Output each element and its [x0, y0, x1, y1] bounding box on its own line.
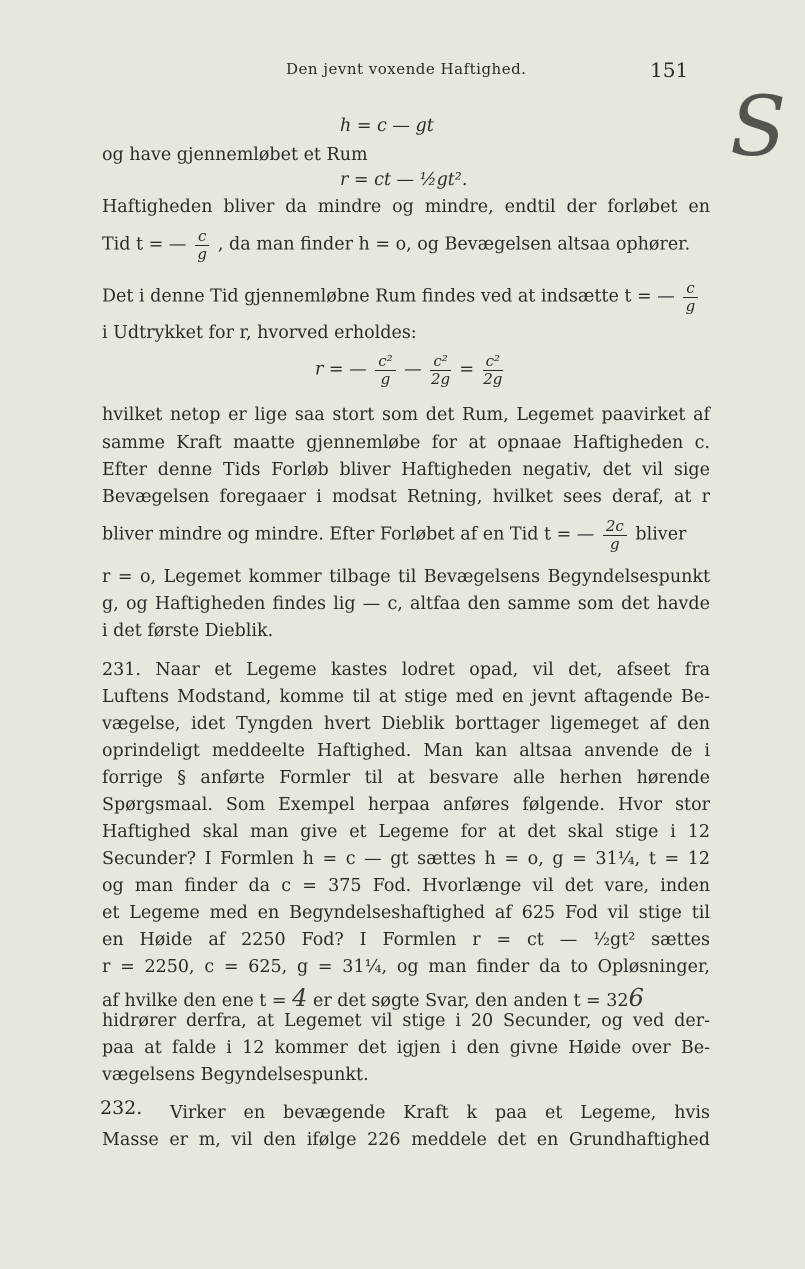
text-line-with-fraction: [102, 280, 701, 314]
fraction: [683, 280, 697, 314]
text-line-annotated: [102, 984, 644, 1012]
text-line: paa at falde i 12 kommer det igjen i den givne Høide over Be-: [102, 1038, 710, 1058]
fraction-denominator: g: [197, 244, 207, 263]
text-fragment: Tid t = —: [102, 234, 187, 255]
equation-velocity: h = c — gt: [340, 116, 434, 136]
text-line: samme Kraft maatte gjennemløbe for at opnaae Haftigheden c.: [102, 433, 710, 453]
fraction: [603, 518, 627, 552]
fraction-denominator: g: [380, 369, 391, 388]
text-fragment: er det søgte Svar, den anden t = 32: [312, 991, 629, 1011]
fraction: [195, 228, 209, 262]
fraction: [483, 353, 503, 387]
text-line: et Legeme med en Begyndelseshaftighed af 625 Fod vil stige til: [102, 903, 710, 923]
pencil-annotation: 4: [292, 984, 308, 1012]
text-fragment: —: [404, 359, 422, 380]
fraction-denominator: 2g: [430, 369, 451, 388]
text-line: i det første Dieblik.: [102, 621, 274, 641]
text-line: Luftens Modstand, komme til at stige med en jevnt aftagende Be-: [102, 687, 710, 707]
text-line: Secunder? I Formlen h = c — gt sættes h = o, g = 31¼, t = 12: [102, 849, 710, 869]
text-line-with-fraction: [102, 228, 690, 262]
fraction: [430, 353, 450, 387]
text-line: vægelse, idet Tyngden hvert Dieblik borttager ligemeget af den: [102, 714, 710, 734]
fraction-denominator: g: [610, 534, 620, 553]
text-line: r = 2250, c = 625, g = 31¼, og man finder da to Opløsninger,: [102, 957, 710, 977]
text-line: Efter denne Tids Forløb bliver Haftigheden negativ, det vil sige: [102, 460, 710, 480]
equation-distance: r = ct — ½gt².: [340, 170, 468, 190]
text-line: vægelsens Begyndelsespunkt.: [102, 1065, 369, 1085]
fraction-numerator: c: [683, 280, 697, 298]
text-line: Spørgsmaal. Som Exempel herpaa anføres følgende. Hvor stor: [102, 795, 710, 815]
text-line: forrige § anførte Formler til at besvare alle herhen hørende: [102, 768, 710, 788]
text-line: Masse er m, vil den ifølge 226 meddele det en Grundhaftighed: [102, 1130, 710, 1150]
fraction-numerator: c²: [375, 353, 395, 371]
text-line: Haftigheden bliver da mindre og mindre, endtil der forløbet en: [102, 197, 710, 217]
text-line: i Udtrykket for r, hvorved erholdes:: [102, 323, 417, 343]
text-line: Virker en bevægende Kraft k paa et Legeme, hvis: [170, 1103, 710, 1123]
text-line: Bevægelsen foregaaer i modsat Retning, hvilket sees deraf, at r: [102, 487, 710, 507]
text-fragment: Det i denne Tid gjennemløbne Rum findes ved at indsætte t = —: [102, 286, 675, 307]
running-head: Den jevnt voxende Haftighed.: [286, 60, 527, 78]
text-line: Haftighed skal man give et Legeme for at det skal stige i 12: [102, 822, 710, 842]
text-line: hvilket netop er lige saa stort som det Rum, Legemet paavirket af: [102, 405, 710, 425]
text-fragment: bliver: [635, 524, 687, 545]
text-line: 231. Naar et Legeme kastes lodret opad, vil det, afseet fra: [102, 660, 710, 680]
text-line: og have gjennemløbet et Rum: [102, 145, 368, 165]
text-line: og man finder da c = 375 Fod. Hvorlænge vil det vare, inden: [102, 876, 710, 896]
pencil-annotation: 6: [628, 984, 644, 1012]
equation-result: [315, 353, 506, 387]
margin-mark: S: [730, 80, 787, 175]
text-line: en Høide af 2250 Fod? I Formlen r = ct — ½gt² sættes: [102, 930, 710, 950]
section-number-marked: 232.: [100, 1097, 143, 1119]
text-fragment: bliver mindre og mindre. Efter Forløbet af en Tid t = —: [102, 524, 595, 545]
text-line: oprindeligt meddeelte Haftighed. Man kan altsaa anvende de i: [102, 741, 710, 761]
fraction-numerator: 2c: [603, 518, 627, 536]
text-fragment: =: [459, 359, 474, 380]
fraction-numerator: c²: [430, 353, 450, 371]
fraction: [375, 353, 395, 387]
text-line: g, og Haftigheden findes lig — c, altfaa den samme som det havde: [102, 594, 710, 614]
fraction-numerator: c²: [483, 353, 503, 371]
page-number: 151: [650, 58, 689, 82]
fraction-denominator: 2g: [483, 369, 503, 388]
text-line: r = o, Legemet kommer tilbage til Bevægelsens Begyndelsespunkt: [102, 567, 710, 587]
text-line-with-fraction: [102, 518, 686, 552]
text-line: hidrører derfra, at Legemet vil stige i 20 Secunder, og ved der-: [102, 1011, 710, 1031]
text-fragment: af hvilke den ene t =: [102, 991, 287, 1011]
text-fragment: r = —: [315, 359, 367, 380]
fraction-numerator: c: [195, 228, 209, 246]
text-fragment: , da man finder h = o, og Bevægelsen altsaa ophører.: [217, 234, 691, 255]
fraction-denominator: g: [685, 296, 696, 315]
